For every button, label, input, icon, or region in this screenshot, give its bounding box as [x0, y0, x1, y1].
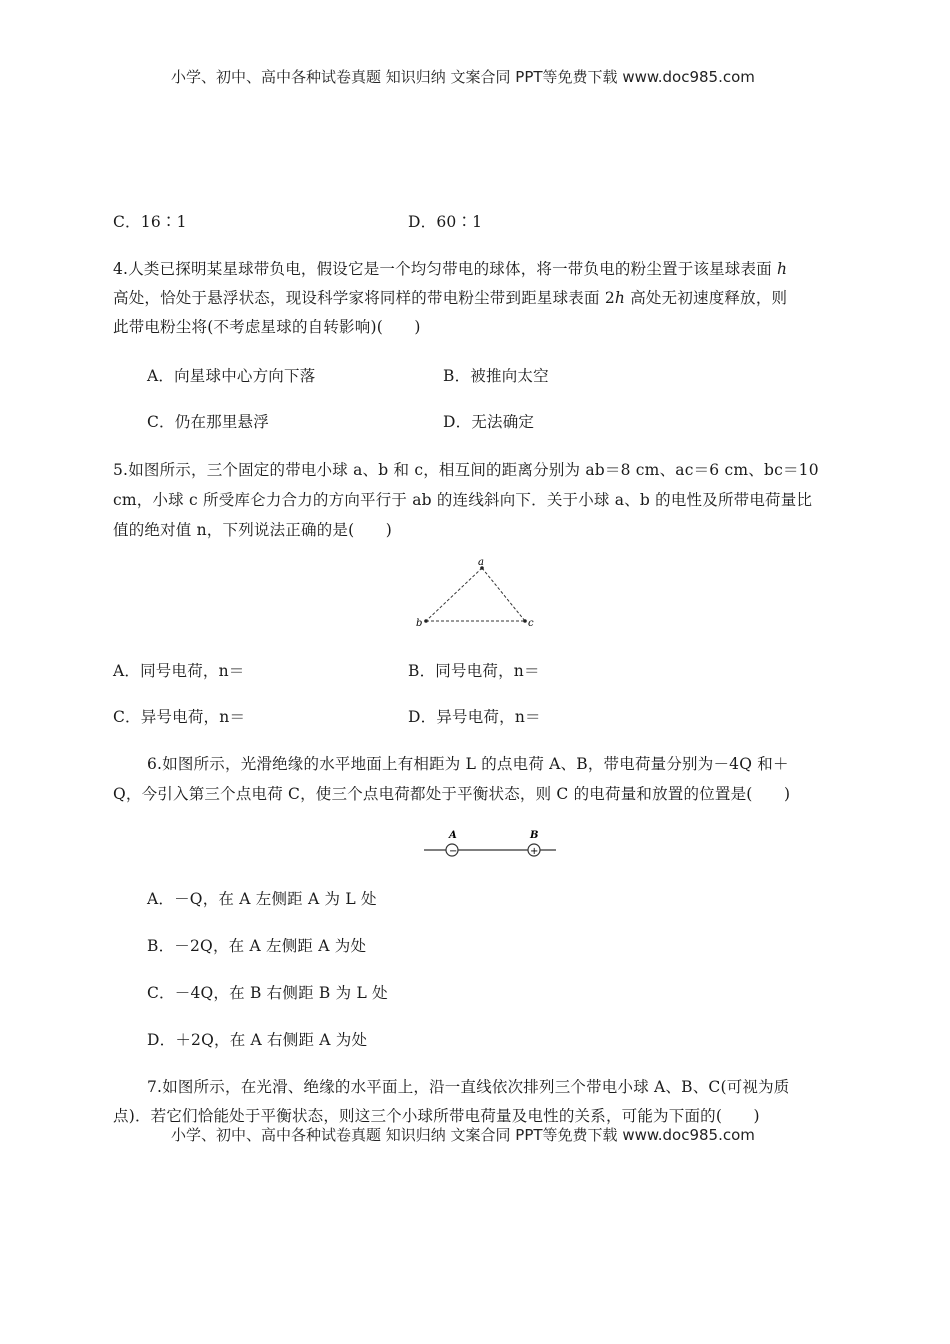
q5-point-b [424, 619, 428, 623]
q4-option-a: A．向星球中心方向下落 [147, 367, 316, 385]
q5-option-c: C．异号电荷，n＝ [113, 708, 246, 726]
q6-label-a: A [449, 830, 457, 841]
q4-option-c: C．仍在那里悬浮 [147, 413, 269, 431]
q6-stem-line2: Q，今引入第三个点电荷 C，使三个点电荷都处于平衡状态，则 C 的电荷量和放置的位置是( ) [113, 785, 791, 803]
q7-stem-line2: 点)．若它们恰能处于平衡状态，则这三个小球所带电荷量及电性的关系，可能为下面的( ) [113, 1107, 760, 1125]
q4-stem-line3: 此带电粉尘将(不考虑星球的自转影响)( ) [113, 318, 421, 336]
q5-line-ab [426, 568, 482, 621]
q4-stem-line2: 高处，恰处于悬浮状态，现设科学家将同样的带电粉尘带到距星球表面 2h 高处无初速度释放，则 [113, 289, 788, 307]
q4-stem-line1: 4.人类已探明某星球带负电，假设它是一个均匀带电的球体，将一带负电的粉尘置于该星球表面 h [113, 260, 788, 278]
q6-option-b: B．－2Q，在 A 左侧距 A 为处 [147, 937, 367, 955]
q6-minus-sign: − [449, 846, 458, 857]
q5-label-c: c [528, 618, 534, 629]
q5-triangle-figure [410, 556, 540, 632]
q6-option-d: D．＋2Q，在 A 右侧距 A 为处 [147, 1031, 368, 1049]
q6-option-c: C．－4Q，在 B 右侧距 B 为 L 处 [147, 984, 388, 1002]
page-footer: 小学、初中、高中各种试卷真题 知识归纳 文案合同 PPT等免费下载 www.doc985.com [171, 1126, 755, 1144]
q5-option-b: B．同号电荷，n＝ [408, 662, 540, 680]
q5-option-d: D．异号电荷，n＝ [408, 708, 541, 726]
q5-option-a: A．同号电荷，n＝ [113, 662, 245, 680]
q6-plus-sign: + [530, 846, 539, 857]
q4-option-d: D．无法确定 [443, 413, 535, 431]
q5-stem-line3: 值的绝对值 n，下列说法正确的是( ) [113, 521, 393, 539]
q6-option-a: A．－Q，在 A 左侧距 A 为 L 处 [147, 890, 377, 908]
prev-option-c: C．16∶1 [113, 213, 187, 231]
q5-stem-line2: cm，小球 c 所受库仑力合力的方向平行于 ab 的连线斜向下．关于小球 a、b 的电性及所带电荷量比 [113, 491, 813, 509]
q5-line-ac [482, 568, 525, 621]
q7-stem-line1: 7.如图所示，在光滑、绝缘的水平面上，沿一直线依次排列三个带电小球 A、B、C(可视为质 [147, 1078, 790, 1096]
q4-option-b: B．被推向太空 [443, 367, 549, 385]
prev-option-d: D．60∶1 [408, 213, 483, 231]
q5-stem-line1: 5.如图所示，三个固定的带电小球 a、b 和 c，相互间的距离分别为 ab＝8 cm、ac＝6 cm、bc＝10 [113, 461, 819, 479]
q6-label-b: B [530, 830, 539, 841]
q5-label-b: b [416, 618, 423, 629]
page-header: 小学、初中、高中各种试卷真题 知识归纳 文案合同 PPT等免费下载 www.doc985.com [171, 68, 755, 86]
q6-stem-line1: 6.如图所示，光滑绝缘的水平地面上有相距为 L 的点电荷 A、B，带电荷量分别为－4Q 和＋ [147, 755, 789, 773]
q5-label-a: a [478, 557, 484, 568]
q6-charges-figure [420, 826, 560, 862]
q5-point-c [523, 619, 527, 623]
